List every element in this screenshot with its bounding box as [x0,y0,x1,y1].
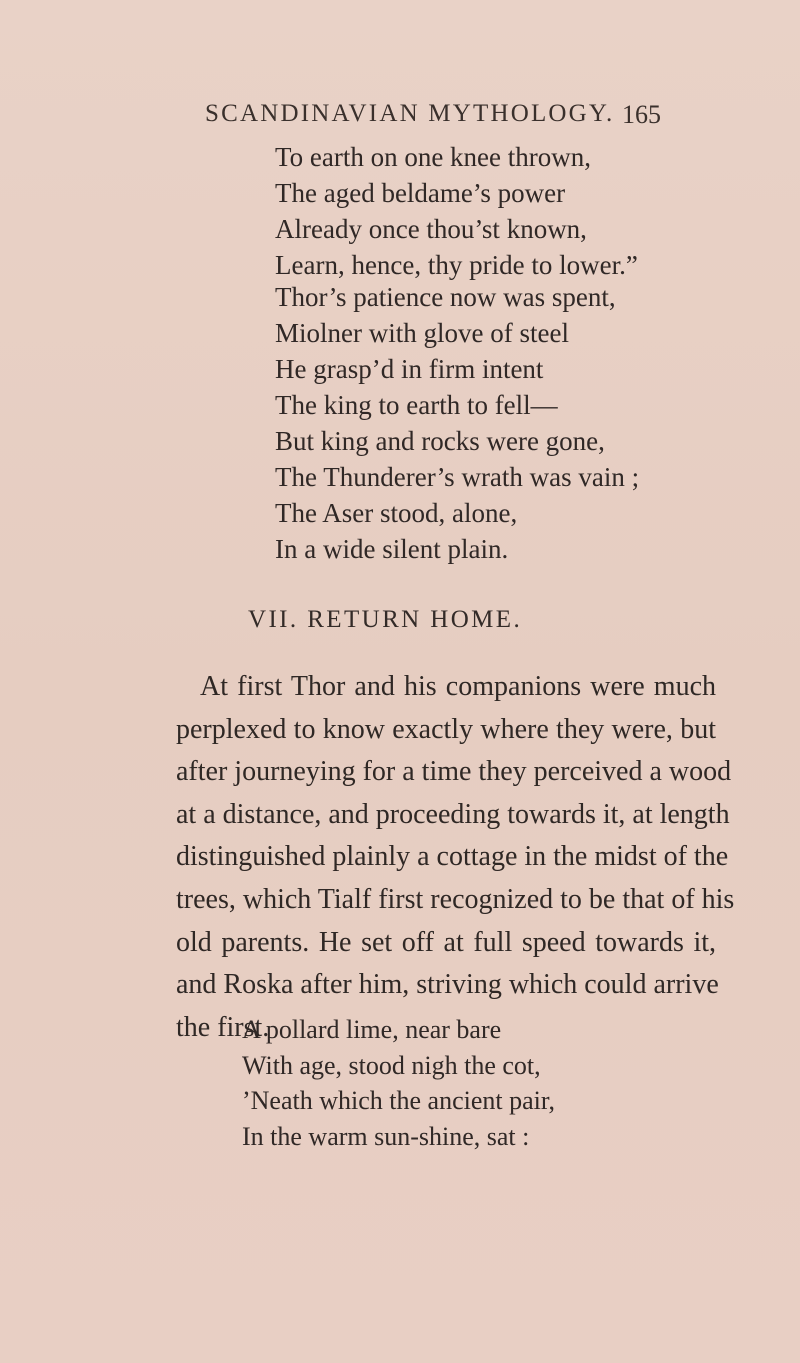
verse-line: The king to earth to fell— [275,390,558,420]
paragraph-line: and Roska after him, striving which could arrive [176,969,719,1001]
paragraph-line: perplexed to know exactly where they were, but [176,713,716,745]
paragraph-line: after journeying for a time they perceived a wood [176,756,732,788]
verse-line: ’Neath which the ancient pair, [242,1086,555,1115]
verse-line: But king and rocks were gone, [275,426,605,456]
paragraph-line: distinguished plainly a cottage in the midst of the [176,841,729,873]
verse-line: The Aser stood, alone, [275,498,518,528]
verse-line: Learn, hence, thy pride to lower.” [275,250,638,280]
verse-line: With age, stood nigh the cot, [242,1050,541,1080]
verse-line: The Thunderer’s wrath was vain ; [275,462,640,492]
verse-line: A pollard lime, near bare [242,1015,502,1044]
verse-line: Already once thou’st known, [275,214,587,244]
running-title: SCANDINAVIAN MYTHOLOGY. [205,100,615,127]
paragraph-line: trees, which Tialf first recognized to be that of his [176,883,735,915]
prose-paragraph [176,666,735,1049]
verse-line: Thor’s patience now was spent, [275,282,616,312]
paragraph-line: the first. [176,1011,270,1043]
verse-line: He grasp’d in firm intent [275,354,544,384]
paragraph-line: at a distance, and proceeding towards it, at length [176,798,730,830]
paragraph-line: At first Thor and his companions were much [200,671,716,702]
page-number: 165 [622,100,661,129]
paragraph-line: old parents. He set off at full speed towards it, [176,926,716,958]
verse-line: Miolner with glove of steel [275,318,569,348]
verse-line: To earth on one knee thrown, [275,142,592,172]
verse-stanza-2 [275,279,639,567]
verse-stanza-3 [242,1012,555,1154]
verse-line: In the warm sun-shine, sat : [242,1121,530,1151]
verse-stanza-1 [275,139,638,283]
verse-line: In a wide silent plain. [275,534,509,564]
section-heading: VII. RETURN HOME. [248,606,523,633]
verse-line: The aged beldame’s power [275,178,566,208]
running-head [0,100,800,136]
